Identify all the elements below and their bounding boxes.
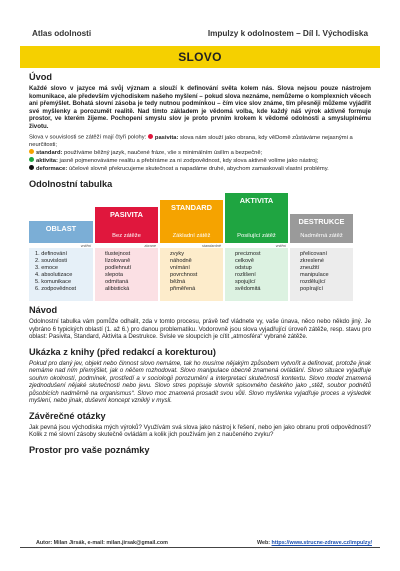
red-dot-icon bbox=[148, 134, 153, 139]
table-cell: alibistická bbox=[105, 285, 130, 292]
green-dot-icon bbox=[29, 157, 34, 162]
table-cell: 2. souvislosti bbox=[35, 257, 68, 264]
column-header bbox=[160, 200, 223, 243]
column-title: PASIVITA bbox=[110, 210, 143, 220]
uvod-heading: Úvod bbox=[29, 72, 52, 82]
zaver-heading: Závěrečné otázky bbox=[29, 410, 106, 421]
column-note: vnitřní bbox=[80, 244, 91, 249]
column-title: STANDARD bbox=[171, 203, 212, 213]
table-cell: popírající bbox=[300, 285, 324, 292]
bullet-pasivita: pasivita: slova nám slouží jako obrana, kdy věDomě zůstáváme nejasnými a neurčitosti; bbox=[29, 134, 353, 148]
column-subtitle: Bez zátěže bbox=[112, 233, 141, 240]
column-title: AKTIVITA bbox=[239, 196, 274, 206]
footer-web: Web: https://www.strucne-zdrave.cz/impulzy/ bbox=[256, 540, 372, 546]
bullets-intro: Slova v souvislosti se zátěží mají čtyři polohy: bbox=[29, 134, 147, 141]
column-body bbox=[95, 248, 158, 301]
orange-dot-icon bbox=[29, 149, 34, 154]
table-cell: podlehnutí bbox=[105, 264, 132, 271]
column-header bbox=[95, 207, 158, 243]
column-subtitle: Nadměrná zátěž bbox=[300, 233, 343, 240]
column-note: standardně bbox=[202, 244, 221, 249]
table-cell: zvyky bbox=[170, 251, 184, 258]
column-subtitle: Posilující zátěž bbox=[237, 233, 276, 240]
table-cell: svědomitá bbox=[235, 285, 261, 292]
table-cell: přiměřená bbox=[170, 285, 196, 292]
table-cell: lízolovaně bbox=[105, 257, 131, 264]
column-body bbox=[160, 248, 223, 301]
uvod-bullets bbox=[29, 134, 371, 173]
column-note: zbrane bbox=[144, 244, 156, 249]
black-dot-icon bbox=[29, 165, 34, 170]
zaver-paragraph: Jak pevná jsou východiska mých výroků? Využívám svá slova jako nástroj k řešení, nebo jen jako obranu proti odpovědnosti? Kolik z mé slovní zásoby skutečně ovládám a kolik jich používám jen z naučeného zvyku? bbox=[29, 423, 371, 439]
table-cell: rozlišení bbox=[235, 271, 256, 278]
column-title: DESTRUKCE bbox=[298, 217, 345, 227]
table-cell: vnímání bbox=[170, 264, 190, 271]
column-header bbox=[225, 193, 288, 243]
table-cell: tlustejnost bbox=[105, 251, 131, 258]
table-cell: manipulace bbox=[300, 271, 329, 278]
column-note: vnitřní bbox=[275, 244, 286, 249]
ukazka-paragraph: Pokud pro daný jev, objekt nebo činnost slovo nemáme, tak ho musíme nějakým způsobem vytvořit a definovat, protože jinak nemáme nad ním přemýšlet, jak o něčem rozhodovat. Slovo manipulace obecně znamená ovládání. Slovo situace vyjadřuje souhrn okolností, podmínek, prostředí a v sociologii porozumění a interpretaci skutečnosti kontextu. Slovo model znamená zjednodušení nějaké skutečnosti nebo jevu. Slovo stres popisuje slovník spisovného českého jako „stěž, soubor podnětů působících nadměrně na organismus“. Slovo moc znamená prosadit svou vůli. Slovo myšlenka vyjadřuje proces a výsledek myšlení, nebo jinak, duševní koncept vzniklý v mysli. bbox=[29, 359, 371, 405]
table-cell: celkově bbox=[235, 257, 254, 264]
column-header bbox=[290, 214, 353, 243]
web-link[interactable]: https://www.strucne-zdrave.cz/impulzy/ bbox=[271, 540, 372, 546]
table-column-standard bbox=[160, 193, 223, 301]
navod-paragraph: Odolnostní tabulka vám pomůže odhalit, zda v tomto procesu, právě teď vládnete vy, vaše únava, něco nebo někdo jiný. Je vybráno 6 typických oblastí (1. až 6.) pro danou problematiku. Vodorovně jsou slova vyjadřující úroveň zátěže, resp. stavu pro oblast: Pasivita, Standard, Aktivita a Destrukce. Svisle ve sloupcích je cítit „atmosféra“ vybrané zátěže. bbox=[29, 318, 371, 341]
table-cell: běžná bbox=[170, 278, 186, 285]
table-cell: zneužití bbox=[300, 264, 320, 271]
resilience-table bbox=[29, 193, 371, 301]
table-cell: přelicovaní bbox=[300, 251, 328, 258]
table-cell: preciznost bbox=[235, 251, 261, 258]
table-cell: spojující bbox=[235, 278, 256, 285]
bullet-standard: standard: používáme běžný jazyk, naučené fráze, vše s minimálním úsilím a bezpečně; bbox=[29, 150, 262, 156]
table-column-destrukce bbox=[290, 193, 353, 301]
column-subtitle: Základní zátěž bbox=[172, 233, 211, 240]
table-cell: povrchnost bbox=[170, 271, 198, 278]
table-column-pasivita bbox=[95, 193, 158, 301]
column-body bbox=[290, 248, 353, 301]
footer-divider bbox=[20, 547, 380, 548]
table-cell: 6. zodpovědnost bbox=[35, 285, 77, 292]
table-cell: 1. definování bbox=[35, 251, 68, 258]
header-left: Atlas odolnosti bbox=[32, 29, 92, 38]
page-title: SLOVO bbox=[20, 46, 380, 68]
table-column-aktivita bbox=[225, 193, 288, 301]
table-cell: náhodně bbox=[170, 257, 192, 264]
bullet-aktivita: aktivita: jasně pojmenováváme realitu a přebíráme za ni zodpovědnost, kdy slova aktivně volíme jako nástroj; bbox=[29, 158, 318, 164]
page-footer bbox=[36, 540, 372, 546]
column-header bbox=[29, 221, 93, 243]
navod-heading: Návod bbox=[29, 305, 58, 316]
table-cell: 4. absolutizace bbox=[35, 271, 73, 278]
uvod-paragraph: Každé slovo v jazyce má svůj význam a slouží k definování světa kolem nás. Slova nejsou pouze nástrojem komunikace, ale především východiskem našeho myšlení – pokud slova neznáme, nemůžeme o komplexních věcech ani přemýšlet. Bohatá slovní zásoba je tedy nutnou podmínkou – čím více slov známe, tím přesněji můžeme vyjádřit své myšlenky a porozumět realitě. Nad tímto základem je vědomá volba, kde každý náš výrok aktivně formuje prostor, ve kterém žijeme. Pochopení smyslu slov je proto prvním krokem k vědomé odolnosti a smysluplnému životu. bbox=[29, 85, 371, 130]
page-header bbox=[20, 27, 380, 41]
table-cell: odstup bbox=[235, 264, 252, 271]
footer-author: Autor: Milan Jirsák, e-mail: milan.jirsak@gmail.com bbox=[36, 540, 168, 546]
column-body bbox=[225, 248, 288, 301]
table-cell: odmítaná bbox=[105, 278, 129, 285]
bullet-deformace: deformace: účelové slovně překrucujeme skutečnost a napadáme druhé, abychom zamaskovali vlastní problémy. bbox=[29, 166, 329, 172]
table-cell: 5. komunikace bbox=[35, 278, 72, 285]
table-column-oblast bbox=[29, 193, 93, 301]
table-cell: rozdělující bbox=[300, 278, 326, 285]
table-cell: slepota bbox=[105, 271, 124, 278]
column-body bbox=[29, 248, 93, 301]
table-cell: zkreslené bbox=[300, 257, 324, 264]
column-title: OBLAST bbox=[45, 224, 77, 234]
notes-heading: Prostor pro vaše poznámky bbox=[29, 444, 150, 455]
table-heading: Odolnostní tabulka bbox=[29, 179, 113, 190]
table-cell: 3. emoce bbox=[35, 264, 59, 271]
header-right: Impulzy k odolnostem – Díl I. Východiska bbox=[207, 29, 368, 38]
content bbox=[29, 72, 371, 455]
ukazka-heading: Ukázka z knihy (před redakcí a korekturou) bbox=[29, 346, 216, 357]
